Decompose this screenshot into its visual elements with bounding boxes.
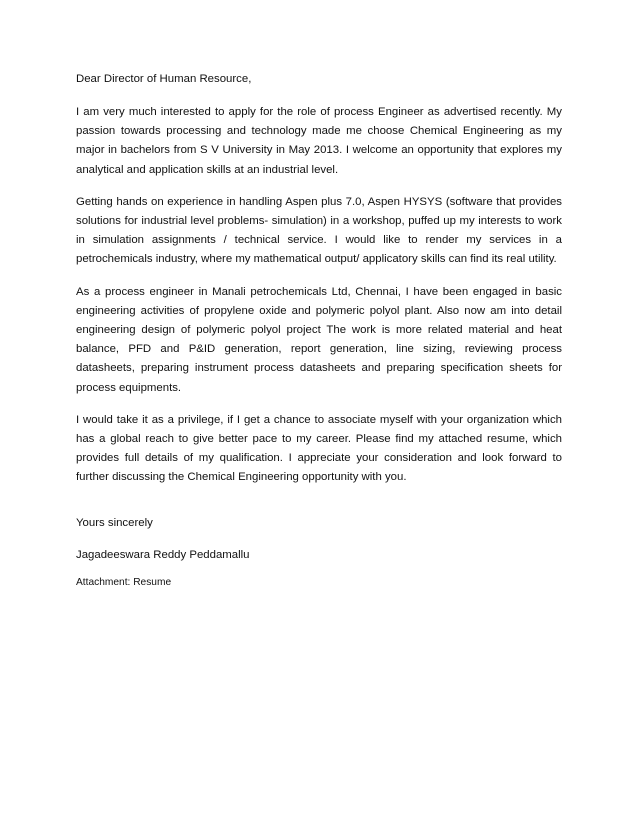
salutation: Dear Director of Human Resource,	[76, 73, 252, 85]
letter-page	[76, 70, 562, 591]
attachment-note: Attachment: Resume	[76, 576, 172, 588]
signature-name: Jagadeeswara Reddy Peddamallu	[76, 548, 250, 561]
paragraph-experience-software: Getting hands on experience in handling Aspen plus 7.0, Aspen HYSYS (software that provides solutions for industrial level problems- simulation) in a workshop, puffed up my interests to work in simulation assignments / technical service. I would like to render my services in a petrochemicals industry, where my mathematical output/ applicatory skills can find its real utility.	[76, 195, 562, 266]
paragraph-current-role: As a process engineer in Manali petrochemicals Ltd, Chennai, I have been engaged in basic engineering activities of propylene oxide and polymeric polyol plant. Also now am into detail engineering design of polymeric polyol project The work is more related material and heat balance, PFD and P&ID generation, report generation, line sizing, reviewing process datasheets, preparing instrument process datasheets and preparing specification sheets for process equipments.	[76, 285, 562, 394]
paragraph-intro: I am very much interested to apply for the role of process Engineer as advertised recently. My passion towards processing and technology made me choose Chemical Engineering as my major in bachelors from S V University in May 2013. I welcome an opportunity that explores my analytical and application skills at an industrial level.	[76, 106, 562, 176]
paragraph-closing-remarks: I would take it as a privilege, if I get a chance to associate myself with your organization which has a global reach to give better pace to my career. Please find my attached resume, which provides full details of my qualification. I appreciate your consideration and look forward to further discussing the Chemical Engineering opportunity with you.	[76, 413, 562, 484]
closing-phrase: Yours sincerely	[76, 516, 153, 529]
